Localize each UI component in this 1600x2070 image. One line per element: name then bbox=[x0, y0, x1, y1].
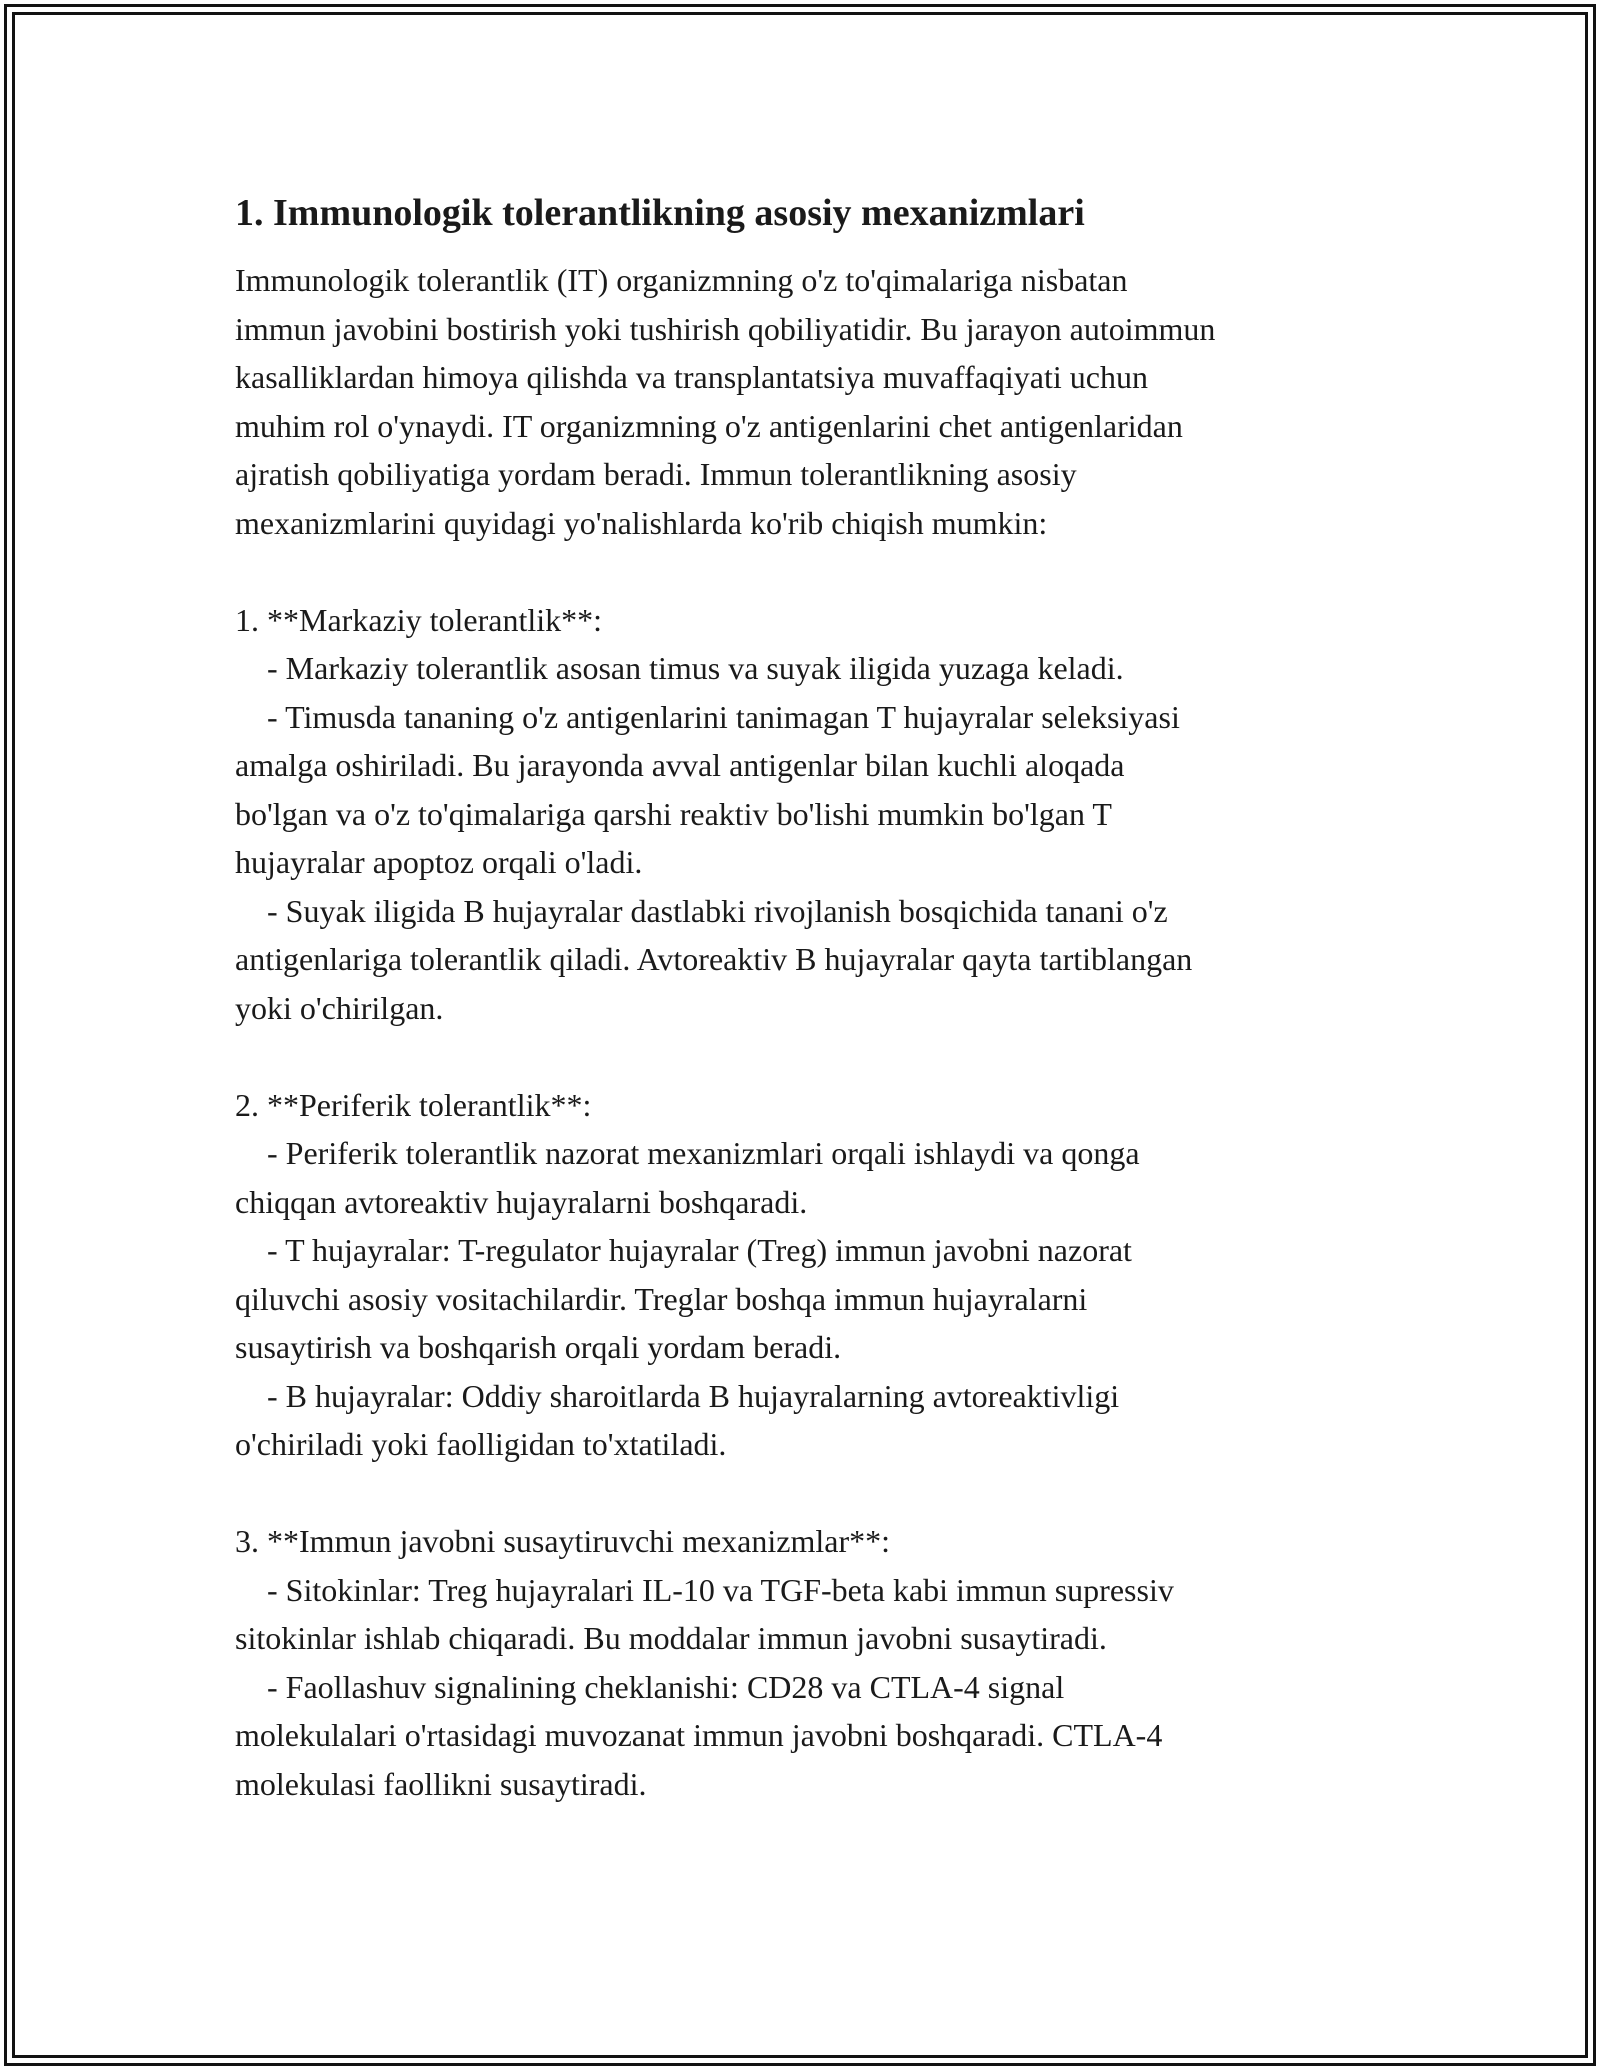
section-body: Immunologik tolerantlik (IT) organizmning o'z to'qimalariga nisbatan immun javobini bostirish yoki tushirish qobiliyatidir. Bu jarayon autoimmun kasalliklardan himoya qilishda va transplantatsiya muvaffaqiyati uchun muhim rol o'ynaydi. IT organizmning o'z antigenlarini chet antigenlaridan ajratish qobiliyatiga yordam beradi. Immun tolerantlikning asosiy mexanizmlarini quyidagi yo'nalishlarda ko'rib chiqish mumkin: 1. **Markaziy tolerantlik**: - Markaziy tolerantlik asosan timus va suyak iligida yuzaga keladi. - Timusda tananing o'z antigenlarini tanimagan T hujayralar seleksiyasi amalga oshiriladi. Bu jarayonda avval antigenlar bilan kuchli aloqada bo'lgan va o'z to'qimalariga qarshi reaktiv bo'lishi mumkin bo'lgan T hujayralar apoptoz orqali o'ladi. - Suyak iligida B hujayralar dastlabki rivojlanish bosqichida tanani o'z antigenlariga tolerantlik qiladi. Avtoreaktiv B hujayralar qayta tartiblangan yoki o'chirilgan. 2. **Periferik tolerantlik**: - Periferik tolerantlik nazorat mexanizmlari orqali ishlaydi va qonga chiqqan avtoreaktiv hujayralarni boshqaradi. - T hujayralar: T-regulator hujayralar (Treg) immun javobni nazorat qiluvchi asosiy vositachilardir. Treglar boshqa immun hujayralarni susaytirish va boshqarish orqali yordam beradi. - B hujayralar: Oddiy sharoitlarda B hujayralarning avtoreaktivligi o'chiriladi yoki faolligidan to'xtatiladi. 3. **Immun javobni susaytiruvchi mexanizmlar**: - Sitokinlar: Treg hujayralari IL-10 va TGF-beta kabi immun supressiv sitokinlar ishlab chiqaradi. Bu moddalar immun javobni susaytiradi. - Faollashuv signalining cheklanishi: CD28 va CTLA-4 signal molekulalari o'rtasidagi muvozanat immun javobni boshqaradi. CTLA-4 molekulasi faollikni susaytiradi. bbox=[235, 262, 1216, 1802]
section-heading: 1. Immunologik tolerantlikning asosiy mexanizmlari bbox=[235, 192, 1085, 234]
document-content bbox=[235, 188, 1375, 1808]
